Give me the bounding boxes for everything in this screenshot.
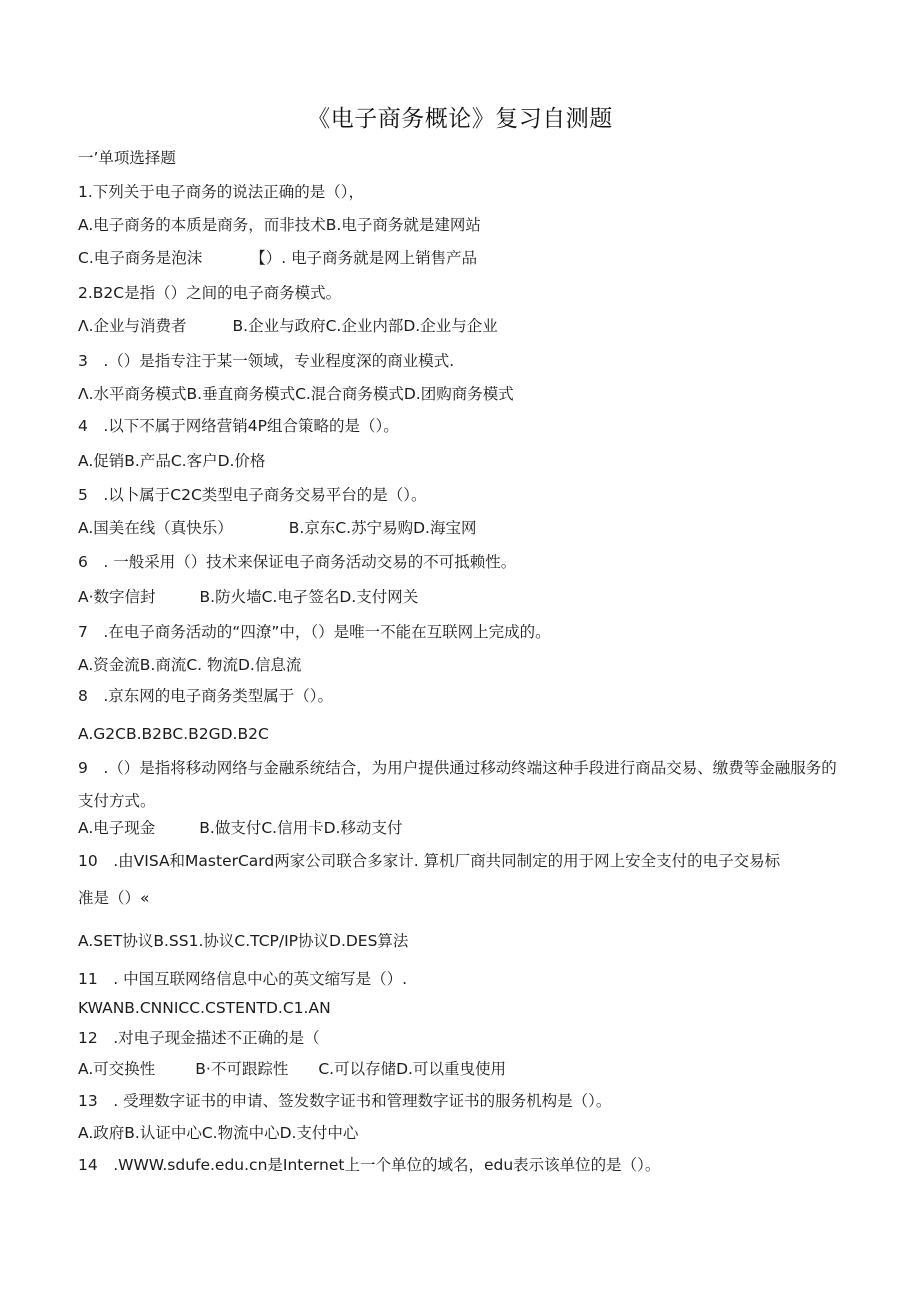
question-8: 8 .京东网的电子商务类型属于（）。	[78, 687, 334, 705]
document-title: 《电子商务概论》复习自测题	[307, 106, 613, 132]
question-4: 4 .以下不属于网络营销4P组合策略的是（）。	[78, 417, 399, 435]
option-text: A.电子现金	[78, 819, 156, 837]
question-6: 6 . 一般采用（）技术来保证电子商务活动交易的不可抵赖性。	[78, 553, 517, 571]
question-5: 5 .以卜属于C2C类型电子商务交易平台的是（）。	[78, 486, 427, 504]
question-13-options: A.政府B.认证中心C.物流中心D.支付中心	[78, 1124, 359, 1142]
option-text: Λ.企业与消费者	[78, 317, 187, 335]
question-1: 1.下列关于电子商务的说法正确的是（），	[78, 183, 365, 201]
question-10-continued: 准是（）«	[78, 889, 150, 907]
question-13: 13 . 受理数字证书的申请、签发数字证书和管理数字证书的服务机构是（）。	[78, 1092, 612, 1110]
option-text: B.防火墙C.电孑签名D.支付网关	[199, 588, 419, 606]
question-1-options-cd	[78, 248, 477, 268]
option-text: B.做支付C.信用卡D.移动支付	[199, 819, 403, 837]
question-7: 7 .在电子商务活动的“四潦”中，（）是唯一不能在互联网上完成的。	[78, 623, 551, 641]
question-9: 9 .（）是指将移动网络与金融系统结合，为用户提供通过移动终端这种手段进行商品交易、缴费等金融服务的支付方式。	[78, 759, 837, 810]
option-text: B.企业与政府C.企业内部D.企业与企业	[232, 317, 498, 335]
question-1-options-ab: A.电子商务的本质是商务，而非技术B.电子商务就是建网站	[78, 216, 481, 234]
question-3-options: Λ.水平商务模式B.垂直商务模式C.混合商务模式D.团购商务模式	[78, 385, 514, 403]
option-text: B·不可跟踪性	[195, 1060, 289, 1078]
question-11: 11 . 中国互联网络信息中心的英文缩写是（）.	[78, 970, 408, 988]
question-10-options: A.SET协议B.SS1.协议C.TCP/IP协议D.DES算法	[78, 932, 409, 950]
question-10: 10 .由VISA和MasterCard两家公司联合多家计. 算机厂商共同制定的用于网上安全支付的电子交易标	[78, 852, 781, 870]
question-12-options	[78, 1059, 506, 1079]
option-text: A.可交换性	[78, 1060, 156, 1078]
question-14: 14 .WWW.sdufe.edu.cn是Internet上一个单位的域名，edu表示该单位的是（）。	[78, 1156, 661, 1174]
question-2-options	[78, 316, 498, 336]
question-6-options	[78, 587, 418, 607]
question-8-options: A.G2CB.B2BC.B2GD.B2C	[78, 725, 269, 743]
section-heading: 一’单项选择题	[78, 149, 176, 167]
option-text: C.电子商务是泡沫	[78, 249, 203, 267]
question-2: 2.B2C是指（）之间的电子商务模式。	[78, 284, 342, 302]
question-4-options: A.促销B.产品C.客户D.价格	[78, 452, 266, 470]
question-5-options	[78, 518, 476, 538]
option-text: B.京东C.苏宁易购D.海宝网	[288, 519, 477, 537]
option-text: 【）. 电子商务就是网上销售产品	[250, 249, 478, 267]
option-text: C.可以存储D.可以重曳使用	[318, 1060, 506, 1078]
question-12: 12 .对电子现金描述不正确的是（	[78, 1029, 320, 1047]
question-3: 3 .（）是指专注于某一领域，专业程度深的商业模式.	[78, 352, 455, 370]
question-7-options: A.资金流B.商流C. 物流D.信息流	[78, 656, 302, 674]
option-text: A.国美在线（真快乐）	[78, 519, 233, 537]
question-9-options	[78, 818, 402, 838]
question-11-options: KWANB.CNNICC.CSTENTD.C1.AN	[78, 999, 331, 1017]
option-text: A·数字信封	[78, 588, 156, 606]
